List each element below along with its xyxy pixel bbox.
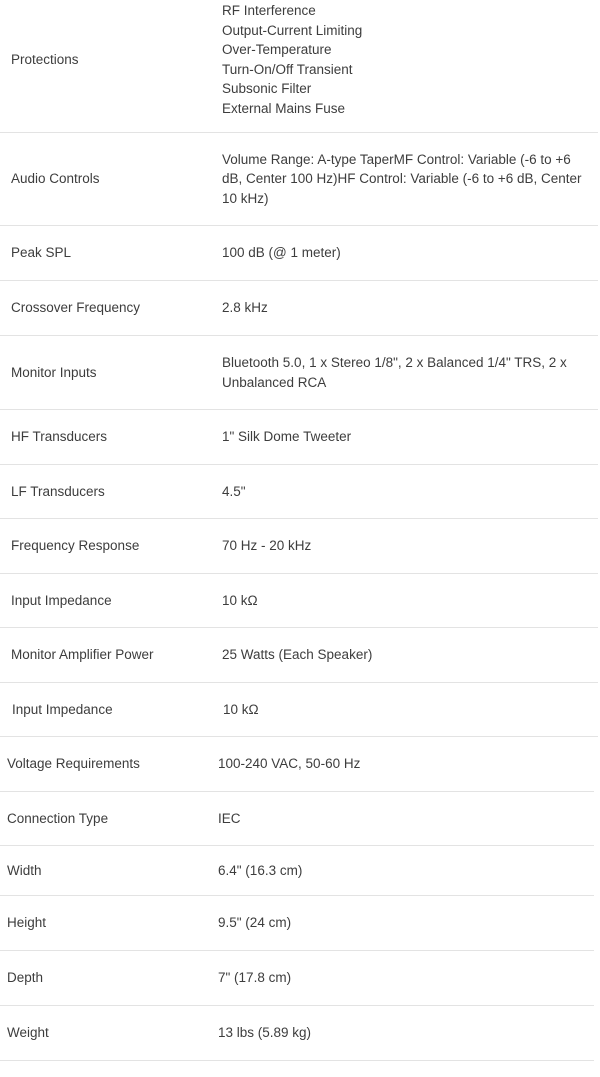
spec-value: 6.4" (16.3 cm) — [218, 862, 303, 878]
spec-value: 100-240 VAC, 50-60 Hz — [218, 756, 361, 772]
spec-label: Frequency Response — [11, 538, 140, 554]
spec-value: Volume Range: A-type TaperMF Control: Variable (-6 to +6 dB, Center 100 Hz)HF Control: Variable (-6 to +6 dB, Center 10 kHz) — [222, 151, 582, 206]
spec-value: 13 lbs (5.89 kg) — [218, 1025, 312, 1041]
spec-row-depth — [0, 951, 594, 1006]
spec-value: 2.8 kHz — [222, 300, 268, 316]
spec-row-frequency-response — [0, 519, 598, 574]
spec-value: Bluetooth 5.0, 1 x Stereo 1/8", 2 x Balanced 1/4" TRS, 2 x Unbalanced RCA — [222, 355, 567, 390]
spec-label: HF Transducers — [11, 429, 108, 445]
spec-row-lf-transducers — [0, 465, 598, 519]
spec-label: Protections — [11, 51, 79, 67]
spec-value — [222, 1, 598, 118]
spec-value: 25 Watts (Each Speaker) — [222, 647, 373, 663]
spec-value-line: Subsonic Filter — [222, 81, 312, 96]
spec-value: 10 kΩ — [223, 701, 259, 717]
spec-row-audio-controls — [0, 133, 598, 226]
spec-label: LF Transducers — [11, 483, 105, 499]
spec-value-line: Over-Temperature — [222, 42, 332, 57]
spec-row-peak-spl — [0, 226, 598, 281]
spec-value: IEC — [218, 810, 241, 826]
spec-value: 7" (17.8 cm) — [218, 970, 292, 986]
spec-value: 100 dB (@ 1 meter) — [222, 245, 341, 261]
spec-row-connection-type — [0, 792, 594, 846]
spec-value-line: Turn-On/Off Transient — [222, 61, 353, 77]
spec-row-weight — [0, 1006, 594, 1061]
spec-label: Connection Type — [7, 810, 109, 826]
spec-row-input-impedance — [0, 574, 598, 628]
spec-row-hf-transducers — [0, 410, 598, 465]
spec-label: Depth — [7, 970, 44, 986]
spec-label: Input Impedance — [12, 701, 113, 717]
spec-value: 4.5" — [222, 483, 246, 499]
spec-value: 10 kΩ — [222, 592, 258, 608]
spec-label: Width — [7, 862, 42, 878]
spec-row-monitor-inputs — [0, 336, 598, 410]
spec-value: 9.5" (24 cm) — [218, 915, 292, 931]
spec-row-crossover-frequency — [0, 281, 598, 336]
spec-value-line: RF Interference — [222, 3, 316, 18]
spec-label: Crossover Frequency — [11, 300, 141, 316]
spec-label: Weight — [7, 1025, 49, 1041]
spec-label: Audio Controls — [11, 171, 100, 187]
spec-row-height — [0, 896, 594, 951]
spec-value-line: External Mains Fuse — [222, 100, 346, 116]
spec-label: Monitor Inputs — [11, 364, 97, 380]
spec-row-input-impedance-2 — [0, 683, 598, 737]
spec-label: Height — [7, 915, 47, 931]
spec-label: Voltage Requirements — [7, 756, 140, 772]
spec-row-monitor-amplifier-power — [0, 628, 598, 683]
spec-row-voltage-requirements — [0, 737, 594, 792]
spec-value-line: Output-Current Limiting — [222, 22, 363, 38]
spec-row-protections — [0, 0, 598, 133]
spec-label: Peak SPL — [11, 245, 72, 261]
spec-value: 1" Silk Dome Tweeter — [222, 429, 352, 445]
spec-label: Input Impedance — [11, 592, 112, 608]
spec-label: Monitor Amplifier Power — [11, 647, 154, 663]
spec-value: 70 Hz - 20 kHz — [222, 538, 312, 554]
spec-row-width — [0, 846, 594, 896]
